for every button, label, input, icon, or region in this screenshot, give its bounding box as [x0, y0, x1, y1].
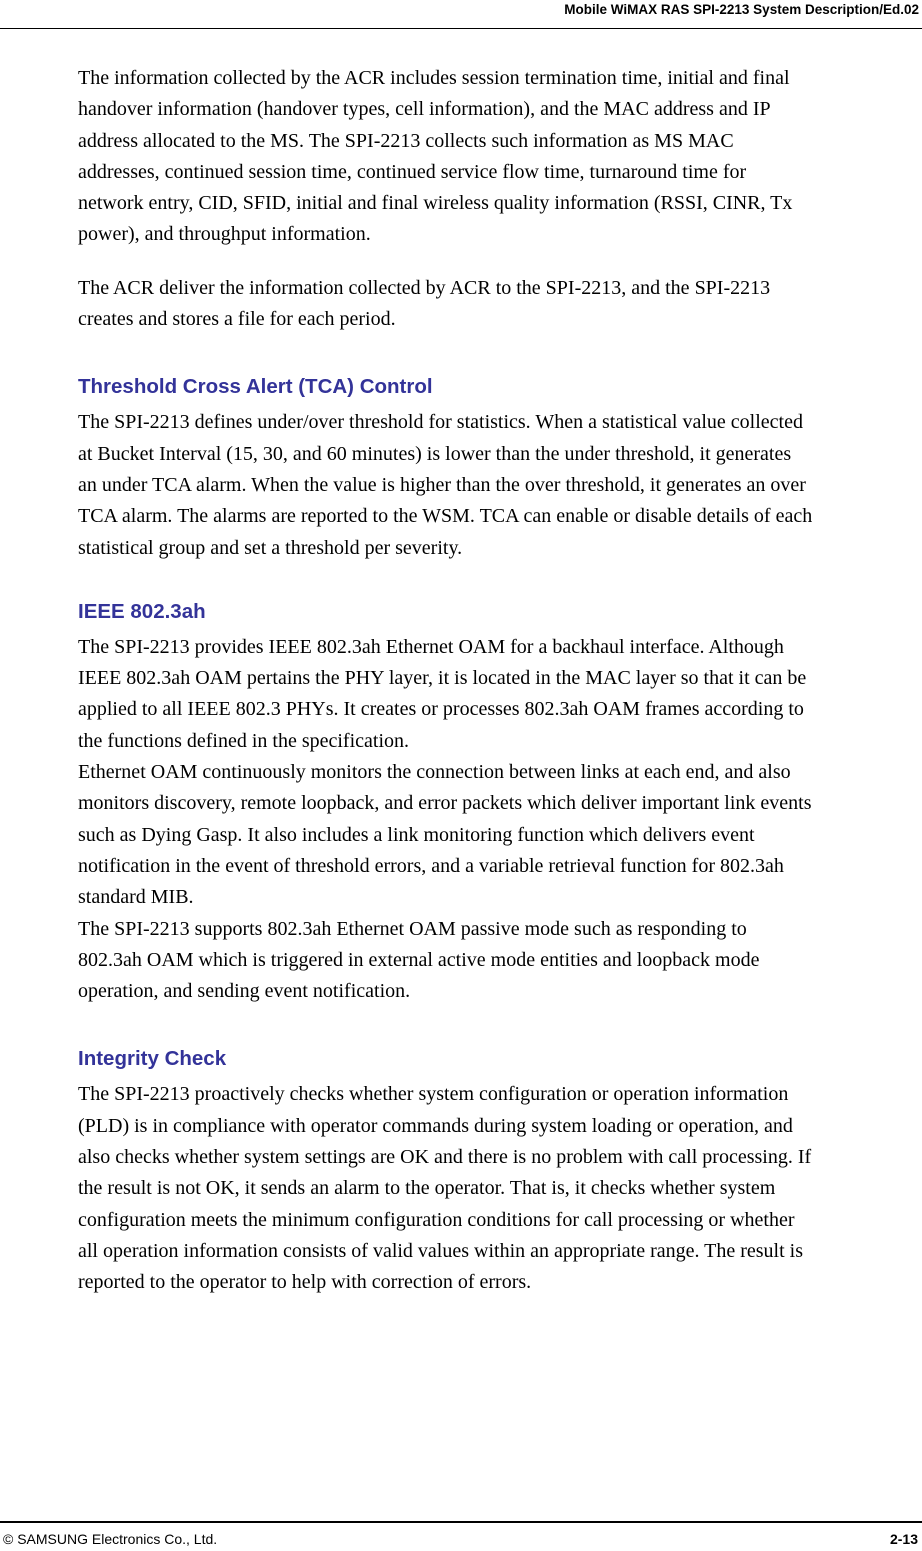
intro-paragraph-2: The ACR deliver the information collected by ACR to the SPI-2213, and the SPI-2213 creates and stores a file for each period.	[78, 276, 771, 331]
document-title: Mobile WiMAX RAS SPI-2213 System Description/Ed.02	[564, 2, 919, 17]
page-header	[0, 0, 922, 29]
ieee-heading: IEEE 802.3ah	[78, 599, 206, 623]
integrity-heading: Integrity Check	[78, 1047, 227, 1071]
footer-divider	[0, 1521, 922, 1523]
integrity-paragraph: The SPI-2213 proactively checks whether system configuration or operation information (PLD) is in compliance with operator commands during system loading or operation, and also checks whether system settings are OK and there is no problem with call processing. If the result is not OK, it sends an alarm to the operator. That is, it checks whether system configuration meets the minimum configuration conditions for call processing or whether all operation information consists of valid values within an appropriate range. The result is reported to the operator to help with correction of errors.	[78, 1083, 812, 1294]
page-body	[78, 63, 920, 1299]
intro-paragraph-1: The information collected by the ACR includes session termination time, initial and final handover information (handover types, cell information), and the MAC address and IP address allocated to the MS. The SPI-2213 collects such information as MS MAC addresses, continued session time, continued service flow time, turnaround time for network entry, CID, SFID, initial and final wireless quality information (RSSI, CINR, Tx power), and throughput information.	[78, 67, 793, 246]
tca-heading: Threshold Cross Alert (TCA) Control	[78, 375, 433, 399]
footer-copyright: © SAMSUNG Electronics Co., Ltd.	[3, 1531, 218, 1547]
page-number: 2-13	[889, 1531, 918, 1547]
ieee-paragraph-2: Ethernet OAM continuously monitors the connection between links at each end, and also monitors discovery, remote loopback, and error packets which deliver important link events such as Dying Gasp. It also includes a link monitoring function which delivers event notification in the event of threshold errors, and a variable retrieval function for 802.3ah standard MIB.	[78, 761, 812, 909]
tca-paragraph: The SPI-2213 defines under/over threshold for statistics. When a statistical value collected at Bucket Interval (15, 30, and 60 minutes) is lower than the under threshold, it generates an under TCA alarm. When the value is higher than the over threshold, it generates an over TCA alarm. The alarms are reported to the WSM. TCA can enable or disable details of each statistical group and set a threshold per severity.	[78, 411, 813, 559]
ieee-paragraph-1: The SPI-2213 provides IEEE 802.3ah Ethernet OAM for a backhaul interface. Although IEEE 802.3ah OAM pertains the PHY layer, it is located in the MAC layer so that it can be applied to all IEEE 802.3 PHYs. It creates or processes 802.3ah OAM frames according to the functions defined in the specification.	[78, 635, 807, 752]
ieee-paragraph-3: The SPI-2213 supports 802.3ah Ethernet OAM passive mode such as responding to 802.3ah OAM which is triggered in external active mode entities and loopback mode operation, and sending event notification.	[78, 917, 760, 1003]
